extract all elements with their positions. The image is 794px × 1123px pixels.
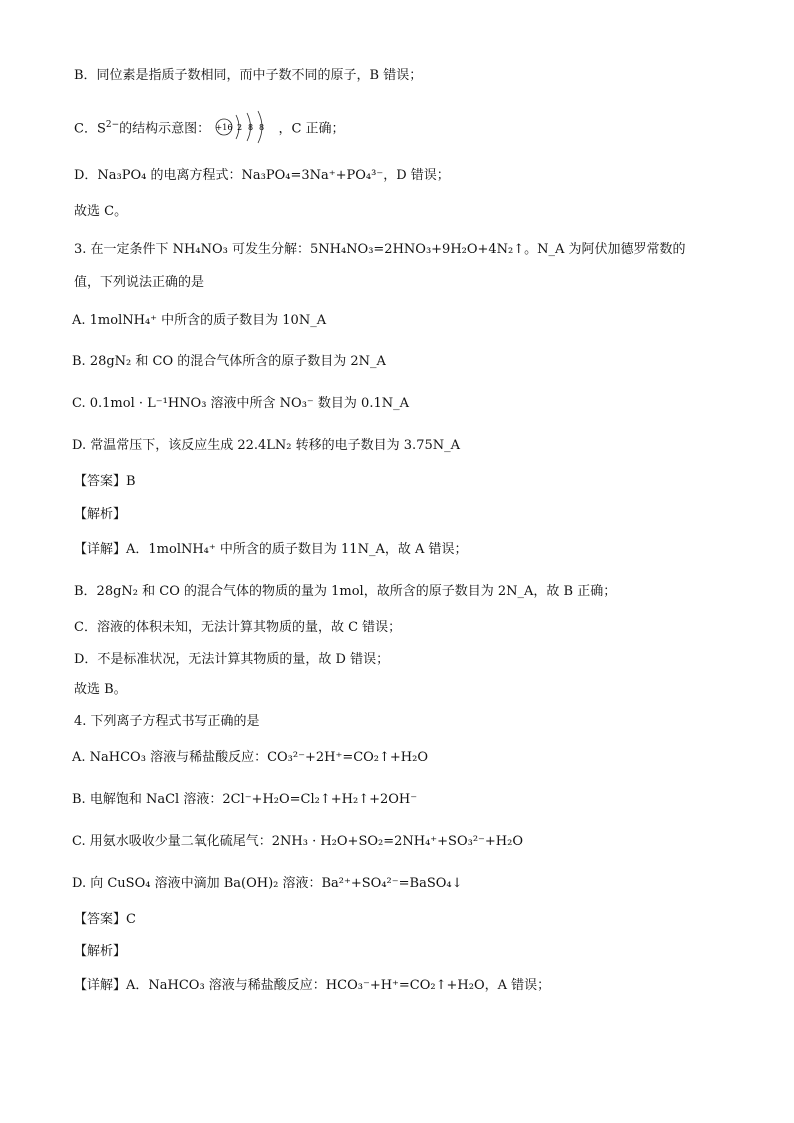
conclusion-b: 故选 B。: [74, 682, 127, 697]
question-3-option-b: B. 28gN₂ 和 CO 的混合气体所含的原子数目为 2N_A: [72, 354, 386, 369]
analysis-label-q4: 【解析】: [74, 944, 127, 959]
shell-2-electrons: 8: [248, 123, 254, 132]
q3-detail-d: D．不是标准状况，无法计算其物质的量，故 D 错误；: [74, 652, 390, 667]
question-3-option-c: C. 0.1mol · L⁻¹HNO₃ 溶液中所含 NO₃⁻ 数目为 0.1N_A: [72, 396, 409, 411]
question-4-option-c: C. 用氨水吸收少量二氧化硫尾气：2NH₃ · H₂O+SO₂=2NH₄⁺+SO₃²⁻+H₂O: [72, 834, 524, 849]
q3-detail-a: 【详解】A．1molNH₄⁺ 中所含的质子数目为 11N_A，故 A 错误；: [74, 542, 468, 557]
sulfide-charge: 2−: [105, 120, 120, 131]
option-d-explanation: D．Na₃PO₄ 的电离方程式：Na₃PO₄=3Na⁺+PO₄³⁻，D 错误；: [74, 168, 450, 183]
option-c-explanation: [74, 112, 345, 146]
shell-1-electrons: 2: [237, 123, 243, 132]
question-4-stem: 4. 下列离子方程式书写正确的是: [74, 714, 260, 729]
question-3-option-d: D. 常温常压下，该反应生成 22.4LN₂ 转移的电子数目为 3.75N_A: [72, 438, 460, 453]
answer-label-q4: 【答案】C: [74, 912, 136, 927]
question-3-stem-line-2: 值，下列说法正确的是: [74, 275, 205, 290]
question-4-option-d: D. 向 CuSO₄ 溶液中滴加 Ba(OH)₂ 溶液：Ba²⁺+SO₄²⁻=BaSO₄↓: [72, 876, 463, 891]
question-3-stem-line-1: 3. 在一定条件下 NH₄NO₃ 可发生分解：5NH₄NO₃=2HNO₃+9H₂O+4N₂↑。N_A 为阿伏加德罗常数的: [74, 242, 686, 257]
question-3-option-a: A. 1molNH₄⁺ 中所含的质子数目为 10N_A: [72, 313, 327, 328]
conclusion-c: 故选 C。: [74, 204, 128, 219]
q3-detail-b: B．28gN₂ 和 CO 的混合气体的物质的量为 1mol，故所含的原子数目为 2N_A，故 B 正确；: [74, 584, 617, 599]
option-b-isotope-explanation: B．同位素是指质子数相同，而中子数不同的原子，B 错误；: [74, 68, 423, 83]
shell-3-electrons: 8: [259, 123, 265, 132]
nucleus-charge: +16: [215, 123, 233, 132]
analysis-label-q3: 【解析】: [74, 507, 127, 522]
option-c-structure-label: 的结构示意图：: [119, 121, 211, 137]
question-4-option-a: A. NaHCO₃ 溶液与稀盐酸反应：CO₃²⁻+2H⁺=CO₂↑+H₂O: [72, 750, 429, 765]
question-4-option-b: B. 电解饱和 NaCl 溶液：2Cl⁻+H₂O=Cl₂↑+H₂↑+2OH⁻: [72, 792, 418, 807]
option-c-prefix: C．S: [74, 121, 106, 137]
q3-detail-c: C．溶液的体积未知，无法计算其物质的量，故 C 错误；: [74, 620, 402, 635]
answer-label-q3: 【答案】B: [74, 474, 136, 489]
option-c-verdict: ，C 正确；: [278, 121, 345, 137]
q4-detail-a: 【详解】A．NaHCO₃ 溶液与稀盐酸反应：HCO₃⁻+H⁺=CO₂↑+H₂O，A 错误；: [74, 978, 551, 993]
sulfide-ion-structure-diagram: [214, 110, 274, 144]
